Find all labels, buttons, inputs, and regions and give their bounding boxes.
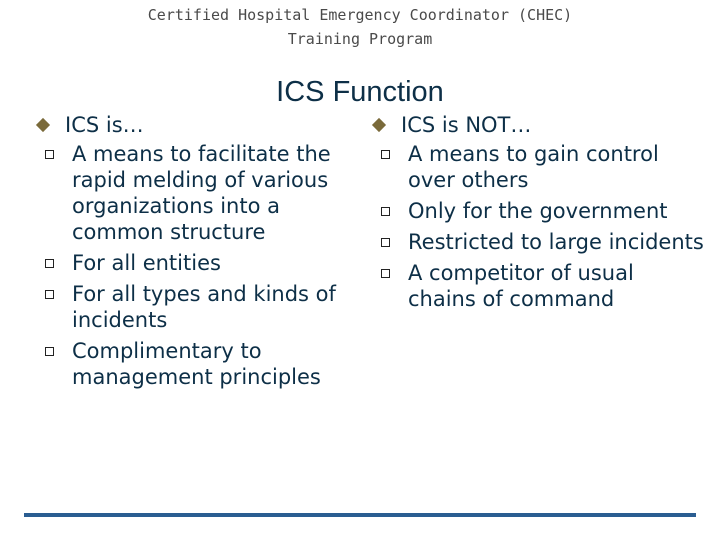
square-bullet-icon bbox=[381, 150, 390, 159]
square-bullet-icon bbox=[45, 150, 54, 159]
list-item-text: Only for the government bbox=[408, 199, 668, 223]
header-line-2: Training Program bbox=[287, 30, 433, 48]
square-bullet-icon bbox=[381, 238, 390, 247]
list-item bbox=[374, 229, 704, 255]
list-item-text: A means to gain control over others bbox=[408, 142, 659, 192]
list-item-text: For all types and kinds of incidents bbox=[72, 282, 336, 332]
list-item bbox=[38, 281, 368, 333]
header-line-1: Certified Hospital Emergency Coordinator (CHEC) bbox=[147, 6, 573, 24]
list-item-text: Complimentary to management principles bbox=[72, 339, 321, 389]
slide-title: ICS Function bbox=[276, 76, 444, 108]
list-item-text: For all entities bbox=[72, 251, 221, 275]
square-bullet-icon bbox=[381, 207, 390, 216]
diamond-bullet-icon bbox=[36, 118, 50, 132]
square-bullet-icon bbox=[45, 347, 54, 356]
diamond-bullet-icon bbox=[372, 118, 386, 132]
list-item-text: A means to facilitate the rapid melding of various organizations into a common structure bbox=[72, 142, 331, 244]
list-item bbox=[38, 338, 368, 390]
list-item bbox=[38, 250, 368, 276]
list-item bbox=[374, 141, 704, 193]
list-item bbox=[374, 198, 704, 224]
list-item-text: Restricted to large incidents bbox=[408, 230, 704, 254]
left-column bbox=[38, 112, 368, 395]
list-item bbox=[38, 141, 368, 245]
left-sub-list bbox=[38, 141, 368, 390]
right-column bbox=[374, 112, 704, 317]
right-sub-list bbox=[374, 141, 704, 312]
square-bullet-icon bbox=[45, 259, 54, 268]
left-heading: ICS is… bbox=[65, 113, 144, 137]
footer-divider bbox=[24, 513, 696, 517]
left-heading-item bbox=[38, 112, 368, 138]
right-heading-item bbox=[374, 112, 704, 138]
square-bullet-icon bbox=[381, 269, 390, 278]
slide-header bbox=[0, 3, 720, 51]
list-item-text: A competitor of usual chains of command bbox=[408, 261, 634, 311]
right-heading: ICS is NOT… bbox=[401, 113, 532, 137]
list-item bbox=[374, 260, 704, 312]
square-bullet-icon bbox=[45, 290, 54, 299]
